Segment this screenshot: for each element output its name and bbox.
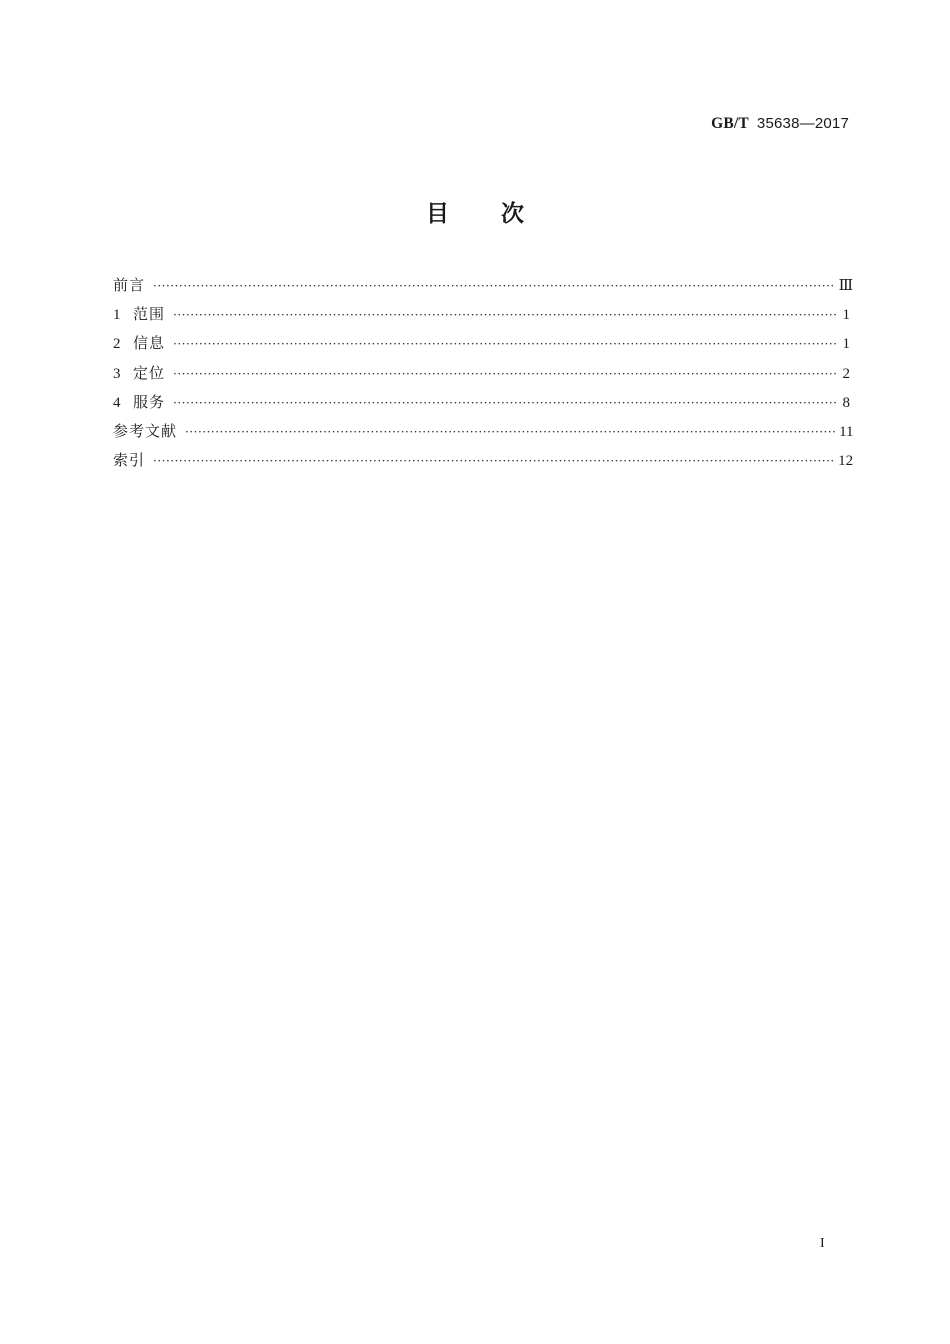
toc-entry-number: 1	[113, 307, 121, 324]
toc-entry-label: 索引	[113, 451, 146, 470]
toc-entry-scope[interactable]	[113, 303, 850, 332]
toc-entry-label: 定位	[133, 363, 166, 382]
toc-entry-label: 参考文献	[113, 421, 178, 440]
toc-leader-dots	[153, 454, 834, 468]
toc-entry-page: 11	[839, 423, 854, 440]
toc-entry-page: 1	[842, 336, 850, 353]
toc-entry-number: 2	[113, 336, 121, 353]
toc-entry-number: 3	[113, 365, 121, 382]
standard-prefix: GB/T	[711, 115, 749, 132]
toc-entry-page: Ⅲ	[838, 278, 854, 294]
standard-code	[711, 114, 849, 133]
toc-entry-index[interactable]	[113, 449, 854, 478]
toc-entry-page: 12	[838, 453, 854, 470]
toc-entry-page: 1	[842, 307, 850, 324]
toc-entry-number: 4	[113, 394, 121, 411]
toc-leader-dots	[153, 279, 835, 293]
page-number: I	[820, 1236, 825, 1251]
toc-leader-dots	[173, 367, 838, 381]
toc-entry-label: 信息	[133, 334, 166, 353]
toc-entry-bibliography[interactable]	[113, 420, 854, 449]
toc-entry-label: 服务	[133, 392, 166, 411]
toc-entry-label: 范围	[133, 305, 166, 324]
toc-leader-dots	[173, 396, 838, 410]
toc-entry-services[interactable]	[113, 391, 850, 420]
toc-entry-information[interactable]	[113, 332, 850, 361]
toc-entry-page: 2	[842, 365, 850, 382]
toc-leader-dots	[185, 425, 835, 439]
toc-leader-dots	[173, 308, 838, 322]
toc-entry-foreword[interactable]	[113, 274, 854, 303]
table-of-contents	[113, 274, 854, 478]
toc-entry-positioning[interactable]	[113, 362, 850, 391]
toc-entry-page: 8	[842, 394, 850, 411]
toc-entry-label: 前言	[113, 276, 146, 294]
toc-leader-dots	[173, 337, 838, 351]
standard-number: 35638—2017	[756, 115, 849, 132]
page-title: 目次	[426, 201, 576, 227]
